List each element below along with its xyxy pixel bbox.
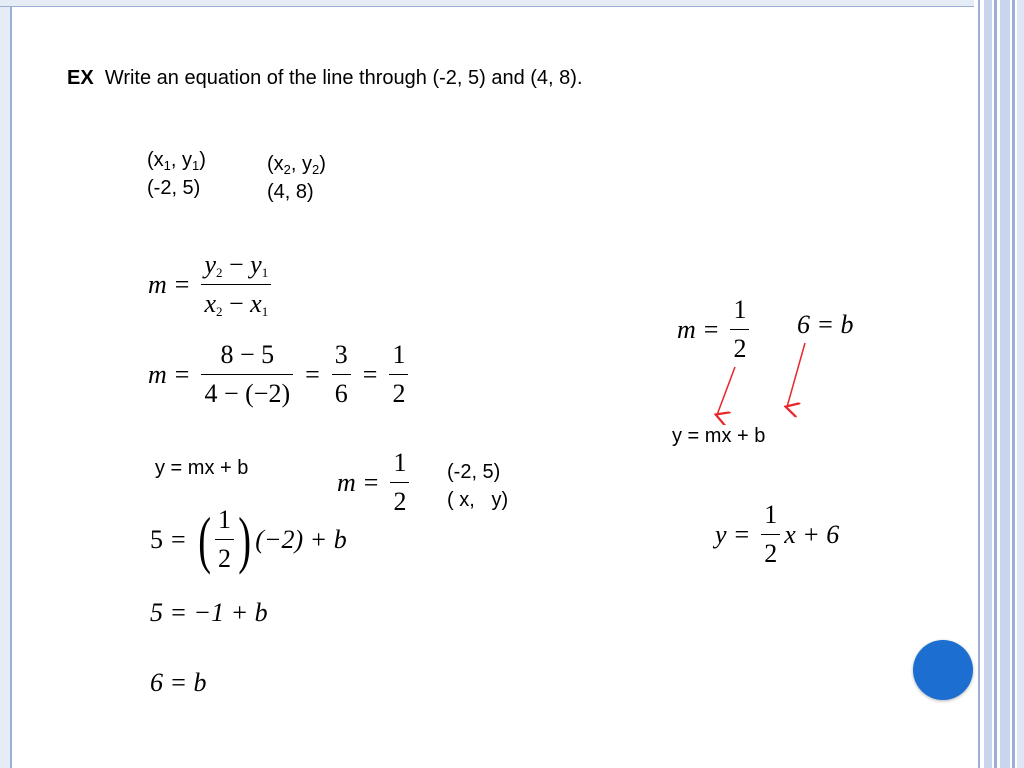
slope-formula: m = $\frac{y_2 - y_1}{x_2 - x_1}$ [148, 250, 275, 319]
point-variables: ( x, y) [447, 489, 509, 511]
substitution-equation: 5 = ( $\frac{1}{2}$ ) (−2) + b [150, 503, 347, 575]
slope-value-right: m = $\frac{1}{2}$ [677, 295, 753, 364]
slide-frame-right [974, 0, 1024, 768]
example-prompt: Write an equation of the line through (-2, 5) and (4, 8). [104, 67, 583, 89]
arrow-to-m [717, 367, 735, 415]
point2-labels [267, 152, 326, 204]
point2-variables: ($x_2$, $y_2$) [267, 153, 326, 177]
slope-calculation: m = $\frac{8 - 5}{4 - (-2)}$ = $\frac{3}{6}$ = $\frac{1}{2}$ [148, 340, 412, 409]
slope-intercept-form-right: y = mx + b [672, 425, 766, 447]
solve-step-2: 6 = b [150, 668, 207, 697]
slide-frame-left [0, 0, 12, 768]
point-substitution [447, 460, 508, 512]
ex-label: EX [67, 67, 94, 89]
decorative-circle [913, 640, 973, 700]
example-heading [67, 66, 583, 90]
point-values: (-2, 5) [447, 461, 501, 483]
intercept-value-right: 6 = b [797, 310, 854, 339]
substitution-arrows [700, 335, 830, 425]
arrow-to-b [787, 343, 805, 407]
point1-variables: ($x_1$, $y_1$) [147, 149, 206, 173]
solve-step-1: 5 = −1 + b [150, 598, 268, 627]
final-equation: y = $\frac{1}{2}$ x + 6 [715, 500, 840, 568]
point2-value: (4, 8) [267, 181, 314, 203]
point1-labels [147, 148, 206, 200]
slope-intercept-form-left: y = mx + b [155, 457, 249, 479]
slide-frame-top [0, 0, 980, 7]
point1-value: (-2, 5) [147, 177, 201, 199]
slope-value-middle: m = $\frac{1}{2}$ [337, 448, 413, 517]
